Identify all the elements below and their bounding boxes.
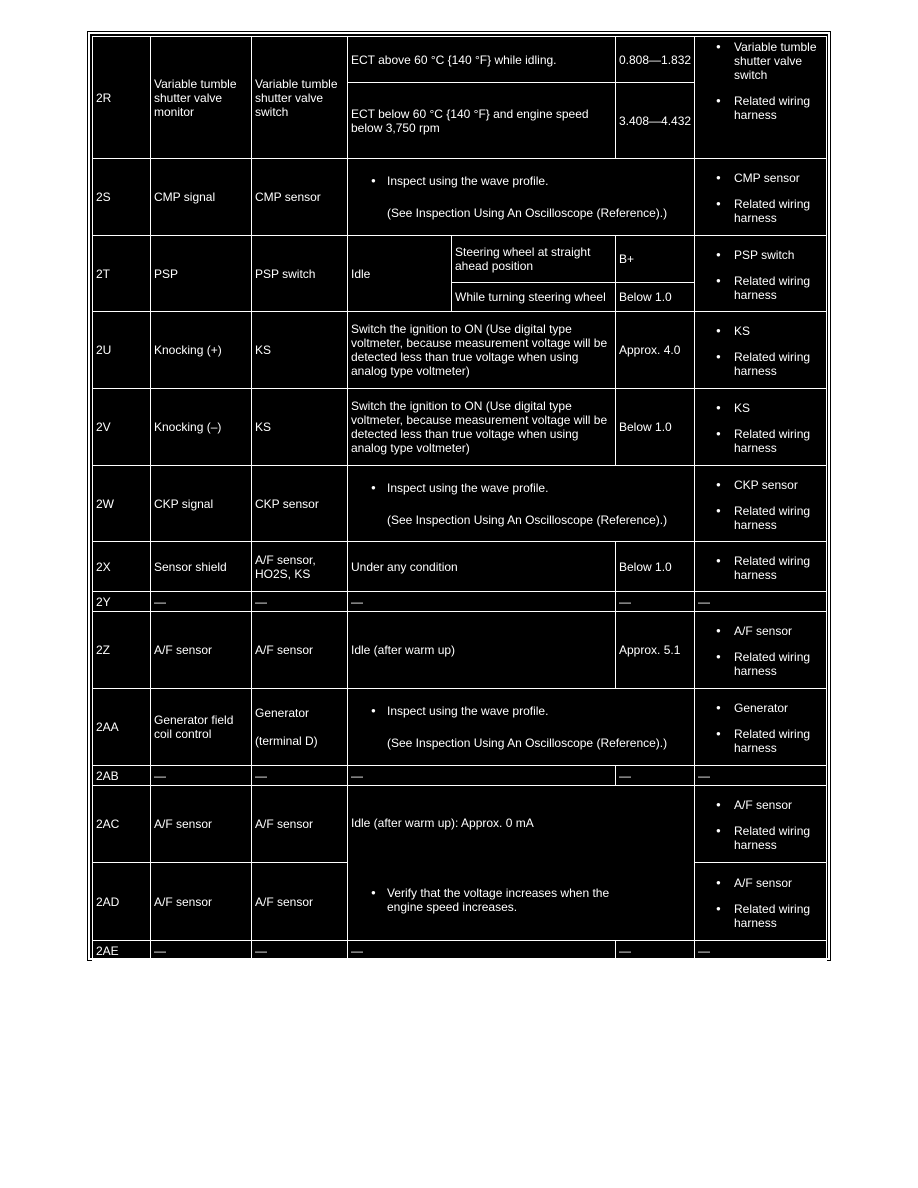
table-row	[93, 592, 827, 612]
inspection-item: ● Related wiring harness	[698, 94, 824, 122]
inspection-item: ● A/F sensor	[698, 798, 824, 812]
inspection-item: ● Related wiring harness	[698, 824, 824, 852]
terminal-cell: 2W	[93, 466, 151, 542]
terminal-note: (terminal D)	[255, 734, 318, 748]
condition-cell: Idle (after warm up)	[348, 612, 616, 689]
voltage-cell: Approx. 5.1	[616, 612, 695, 689]
condition-cell: ECT above 60 °C {140 °F} while idling.	[348, 37, 616, 83]
af-condition-cell	[348, 786, 695, 941]
voltage-cell: B+	[616, 236, 695, 283]
oscilloscope-reference: (See Inspection Using An Oscilloscope (Reference).)	[387, 512, 668, 527]
terminal-cell: 2AA	[93, 689, 151, 766]
inspection-item: ● Related wiring harness	[698, 350, 824, 378]
table-row	[93, 466, 827, 542]
table-row	[93, 236, 827, 283]
connected-to-cell: —	[252, 941, 348, 961]
table-row	[93, 159, 827, 236]
connected-to-cell: CMP sensor	[252, 159, 348, 236]
terminal-cell: 2AD	[93, 863, 151, 941]
voltage-cell: —	[616, 766, 695, 786]
af-condition: Idle (after warm up): Approx. 0 mA	[351, 816, 534, 830]
condition-cell: —	[348, 766, 616, 786]
voltage-cell: —	[616, 592, 695, 612]
inspection-item: ● Related wiring harness	[698, 197, 824, 225]
signal-name-cell: CKP signal	[151, 466, 252, 542]
terminal-voltage-table	[92, 36, 827, 961]
sub-condition-cell: Steering wheel at straight ahead position	[452, 236, 616, 283]
terminal-cell: 2Z	[93, 612, 151, 689]
inspection-cell	[695, 689, 827, 766]
wave-bullet: ● Inspect using the wave profile.	[351, 174, 692, 188]
inspection-cell	[695, 159, 827, 236]
inspection-item: ● CMP sensor	[698, 171, 824, 185]
terminal-cell: 2V	[93, 389, 151, 466]
voltage-cell: Below 1.0	[616, 283, 695, 312]
connected-to-cell: CKP sensor	[252, 466, 348, 542]
wave-profile-cell	[348, 159, 695, 236]
inspection-cell	[695, 542, 827, 592]
connected-to-cell	[252, 689, 348, 766]
inspection-item: ● Generator	[698, 701, 824, 715]
inspection-item: ● A/F sensor	[698, 876, 824, 890]
condition-cell: Switch the ignition to ON (Use digital type voltmeter, because measurement voltage will be detected less than true voltage when using analog type voltmeter)	[348, 389, 616, 466]
terminal-cell: 2R	[93, 37, 151, 159]
wave-profile-cell	[348, 466, 695, 542]
signal-name-cell: Knocking (–)	[151, 389, 252, 466]
inspection-item: ● Related wiring harness	[698, 427, 824, 455]
connected-to-cell: A/F sensor	[252, 612, 348, 689]
terminal-cell: 2S	[93, 159, 151, 236]
table-row	[93, 941, 827, 961]
voltage-cell: Below 1.0	[616, 389, 695, 466]
inspection-item: ● A/F sensor	[698, 624, 824, 638]
signal-name-cell: Knocking (+)	[151, 312, 252, 389]
terminal-cell: 2AE	[93, 941, 151, 961]
inspection-cell	[695, 37, 827, 159]
voltage-cell: —	[616, 941, 695, 961]
inspection-item: ● Related wiring harness	[698, 274, 824, 302]
connected-to-cell: A/F sensor, HO2S, KS	[252, 542, 348, 592]
signal-name-cell: Sensor shield	[151, 542, 252, 592]
signal-name-cell: A/F sensor	[151, 786, 252, 863]
inspection-item: ● Variable tumble shutter valve switch	[698, 40, 824, 82]
inspection-item: ● Related wiring harness	[698, 504, 824, 532]
voltage-cell: Approx. 4.0	[616, 312, 695, 389]
wave-bullet: ● Inspect using the wave profile.	[351, 481, 692, 495]
signal-name-cell: —	[151, 766, 252, 786]
inspection-item: ● KS	[698, 401, 824, 415]
connected-to-cell: KS	[252, 312, 348, 389]
oscilloscope-reference: (See Inspection Using An Oscilloscope (Reference).)	[387, 736, 668, 750]
spec-sheet	[88, 32, 830, 960]
terminal-cell: 2X	[93, 542, 151, 592]
signal-name-cell: Variable tumble shutter valve monitor	[151, 37, 252, 159]
voltage-cell: Below 1.0	[616, 542, 695, 592]
connected-to-cell: KS	[252, 389, 348, 466]
inspection-item: ● Related wiring harness	[698, 727, 824, 755]
inspection-cell	[695, 863, 827, 941]
connected-to-cell: A/F sensor	[252, 786, 348, 863]
signal-name-cell: A/F sensor	[151, 863, 252, 941]
inspection-item: ● CKP sensor	[698, 478, 824, 492]
condition-cell: Under any condition	[348, 542, 616, 592]
voltage-cell: 0.808—1.832	[616, 37, 695, 83]
terminal-cell: 2Y	[93, 592, 151, 612]
inspection-item: ● Related wiring harness	[698, 902, 824, 930]
condition-cell: Switch the ignition to ON (Use digital type voltmeter, because measurement voltage will be detected less than true voltage when using analog type voltmeter)	[348, 312, 616, 389]
signal-name-cell: CMP signal	[151, 159, 252, 236]
condition-cell: —	[348, 592, 616, 612]
af-bullet: ● Verify that the voltage increases when the engine speed increases.	[351, 886, 692, 914]
table-row	[93, 37, 827, 83]
table-row	[93, 786, 827, 863]
terminal-cell: 2AB	[93, 766, 151, 786]
inspection-cell	[695, 312, 827, 389]
terminal-cell: 2T	[93, 236, 151, 312]
connected-to-cell: A/F sensor	[252, 863, 348, 941]
signal-name-cell: —	[151, 592, 252, 612]
signal-name-cell: —	[151, 941, 252, 961]
connected-to-cell: Variable tumble shutter valve switch	[252, 37, 348, 159]
condition-cell: Idle	[348, 236, 452, 312]
table-row	[93, 389, 827, 466]
inspection-cell: —	[695, 592, 827, 612]
inspection-cell	[695, 786, 827, 863]
terminal-cell: 2AC	[93, 786, 151, 863]
signal-name-cell: A/F sensor	[151, 612, 252, 689]
inspection-cell: —	[695, 941, 827, 961]
inspection-cell: —	[695, 766, 827, 786]
inspection-cell	[695, 612, 827, 689]
table-row	[93, 542, 827, 592]
inspection-cell	[695, 236, 827, 312]
wave-profile-cell	[348, 689, 695, 766]
connected-to-label: Generator	[255, 706, 310, 720]
table-row	[93, 766, 827, 786]
inspection-cell	[695, 389, 827, 466]
sub-condition-cell: While turning steering wheel	[452, 283, 616, 312]
condition-cell: —	[348, 941, 616, 961]
oscilloscope-reference: (See Inspection Using An Oscilloscope (Reference).)	[387, 206, 668, 220]
connected-to-cell: PSP switch	[252, 236, 348, 312]
table-row	[93, 689, 827, 766]
connected-to-cell: —	[252, 592, 348, 612]
signal-name-cell: PSP	[151, 236, 252, 312]
inspection-item: ● KS	[698, 324, 824, 338]
signal-name-cell: Generator field coil control	[151, 689, 252, 766]
voltage-cell: 3.408—4.432	[616, 83, 695, 159]
inspection-item: ● Related wiring harness	[698, 554, 824, 582]
wave-bullet: ● Inspect using the wave profile.	[351, 704, 692, 718]
table-row	[93, 612, 827, 689]
inspection-item: ● Related wiring harness	[698, 650, 824, 678]
condition-cell: ECT below 60 °C {140 °F} and engine speed below 3,750 rpm	[348, 83, 616, 159]
connected-to-cell: —	[252, 766, 348, 786]
inspection-item: ● PSP switch	[698, 248, 824, 262]
table-row	[93, 312, 827, 389]
inspection-cell	[695, 466, 827, 542]
terminal-cell: 2U	[93, 312, 151, 389]
